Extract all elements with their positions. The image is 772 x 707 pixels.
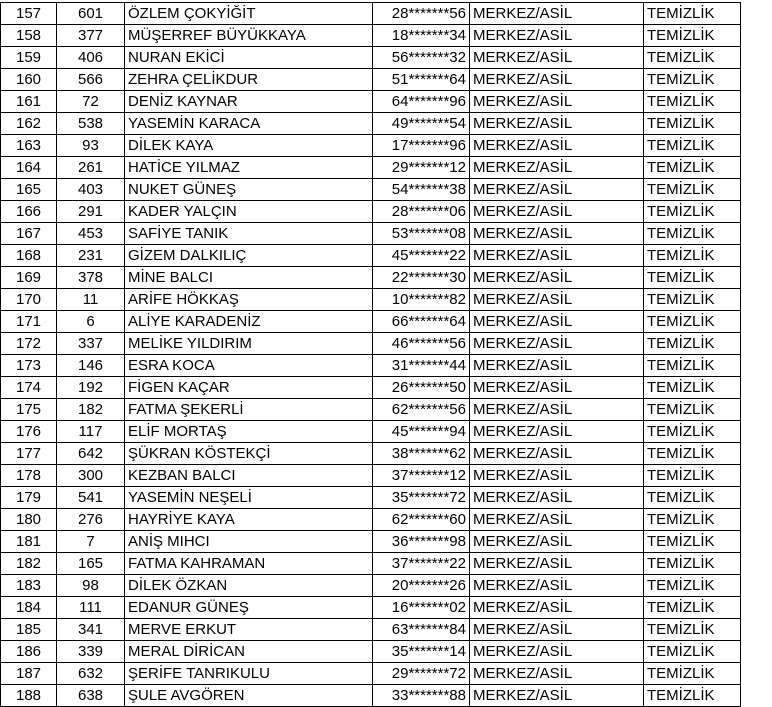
full-name-cell: ARİFE HÖKKAŞ: [125, 289, 373, 311]
row-number-cell: 177: [1, 443, 57, 465]
table-row: [1, 245, 741, 267]
table-row: [1, 531, 741, 553]
full-name-cell: MİNE BALCI: [125, 267, 373, 289]
applicant-number-cell: 6: [57, 311, 125, 333]
masked-id-cell: 51*******64: [373, 69, 470, 91]
table-row: [1, 25, 741, 47]
masked-id-cell: 29*******12: [373, 157, 470, 179]
location-status-cell: MERKEZ/ASİL: [470, 421, 644, 443]
applicant-number-cell: 182: [57, 399, 125, 421]
position-cell: TEMİZLİK: [644, 201, 741, 223]
position-cell: TEMİZLİK: [644, 91, 741, 113]
row-number-cell: 171: [1, 311, 57, 333]
full-name-cell: ŞULE AVGÖREN: [125, 685, 373, 707]
masked-id-cell: 22*******30: [373, 267, 470, 289]
table-row: [1, 113, 741, 135]
applicant-number-cell: 642: [57, 443, 125, 465]
table-row: [1, 443, 741, 465]
location-status-cell: MERKEZ/ASİL: [470, 509, 644, 531]
position-cell: TEMİZLİK: [644, 25, 741, 47]
full-name-cell: ELİF MORTAŞ: [125, 421, 373, 443]
position-cell: TEMİZLİK: [644, 663, 741, 685]
location-status-cell: MERKEZ/ASİL: [470, 91, 644, 113]
table-row: [1, 223, 741, 245]
table-row: [1, 553, 741, 575]
applicant-number-cell: 291: [57, 201, 125, 223]
location-status-cell: MERKEZ/ASİL: [470, 3, 644, 25]
applicant-number-cell: 146: [57, 355, 125, 377]
masked-id-cell: 16*******02: [373, 597, 470, 619]
row-number-cell: 168: [1, 245, 57, 267]
row-number-cell: 158: [1, 25, 57, 47]
masked-id-cell: 31*******44: [373, 355, 470, 377]
table-row: [1, 641, 741, 663]
row-number-cell: 164: [1, 157, 57, 179]
location-status-cell: MERKEZ/ASİL: [470, 377, 644, 399]
location-status-cell: MERKEZ/ASİL: [470, 663, 644, 685]
masked-id-cell: 36*******98: [373, 531, 470, 553]
table-row: [1, 465, 741, 487]
masked-id-cell: 17*******96: [373, 135, 470, 157]
applicant-number-cell: 231: [57, 245, 125, 267]
location-status-cell: MERKEZ/ASİL: [470, 245, 644, 267]
location-status-cell: MERKEZ/ASİL: [470, 487, 644, 509]
masked-id-cell: 53*******08: [373, 223, 470, 245]
position-cell: TEMİZLİK: [644, 399, 741, 421]
location-status-cell: MERKEZ/ASİL: [470, 157, 644, 179]
full-name-cell: FATMA ŞEKERLİ: [125, 399, 373, 421]
location-status-cell: MERKEZ/ASİL: [470, 575, 644, 597]
masked-id-cell: 56*******32: [373, 47, 470, 69]
masked-id-cell: 29*******72: [373, 663, 470, 685]
row-number-cell: 170: [1, 289, 57, 311]
table-body: [1, 3, 741, 707]
table-row: [1, 157, 741, 179]
applicant-number-cell: 98: [57, 575, 125, 597]
masked-id-cell: 46*******56: [373, 333, 470, 355]
position-cell: TEMİZLİK: [644, 421, 741, 443]
table-row: [1, 421, 741, 443]
masked-id-cell: 45*******22: [373, 245, 470, 267]
row-number-cell: 167: [1, 223, 57, 245]
location-status-cell: MERKEZ/ASİL: [470, 289, 644, 311]
position-cell: TEMİZLİK: [644, 553, 741, 575]
row-number-cell: 165: [1, 179, 57, 201]
full-name-cell: DİLEK ÖZKAN: [125, 575, 373, 597]
position-cell: TEMİZLİK: [644, 619, 741, 641]
location-status-cell: MERKEZ/ASİL: [470, 399, 644, 421]
masked-id-cell: 37*******22: [373, 553, 470, 575]
location-status-cell: MERKEZ/ASİL: [470, 223, 644, 245]
location-status-cell: MERKEZ/ASİL: [470, 553, 644, 575]
row-number-cell: 181: [1, 531, 57, 553]
table-row: [1, 663, 741, 685]
location-status-cell: MERKEZ/ASİL: [470, 619, 644, 641]
row-number-cell: 159: [1, 47, 57, 69]
table-row: [1, 91, 741, 113]
applicant-number-cell: 378: [57, 267, 125, 289]
row-number-cell: 186: [1, 641, 57, 663]
masked-id-cell: 26*******50: [373, 377, 470, 399]
applicant-number-cell: 192: [57, 377, 125, 399]
row-number-cell: 182: [1, 553, 57, 575]
position-cell: TEMİZLİK: [644, 47, 741, 69]
row-number-cell: 162: [1, 113, 57, 135]
applicant-number-cell: 377: [57, 25, 125, 47]
position-cell: TEMİZLİK: [644, 465, 741, 487]
location-status-cell: MERKEZ/ASİL: [470, 179, 644, 201]
position-cell: TEMİZLİK: [644, 685, 741, 707]
applicant-number-cell: 7: [57, 531, 125, 553]
masked-id-cell: 18*******34: [373, 25, 470, 47]
full-name-cell: GİZEM DALKILIÇ: [125, 245, 373, 267]
position-cell: TEMİZLİK: [644, 597, 741, 619]
position-cell: TEMİZLİK: [644, 179, 741, 201]
position-cell: TEMİZLİK: [644, 267, 741, 289]
applicant-number-cell: 93: [57, 135, 125, 157]
table-row: [1, 47, 741, 69]
full-name-cell: EDANUR GÜNEŞ: [125, 597, 373, 619]
applicant-number-cell: 165: [57, 553, 125, 575]
masked-id-cell: 62*******60: [373, 509, 470, 531]
full-name-cell: MELİKE YILDIRIM: [125, 333, 373, 355]
position-cell: TEMİZLİK: [644, 443, 741, 465]
full-name-cell: YASEMİN NEŞELİ: [125, 487, 373, 509]
position-cell: TEMİZLİK: [644, 245, 741, 267]
applicant-number-cell: 339: [57, 641, 125, 663]
table-row: [1, 3, 741, 25]
position-cell: TEMİZLİK: [644, 135, 741, 157]
location-status-cell: MERKEZ/ASİL: [470, 685, 644, 707]
location-status-cell: MERKEZ/ASİL: [470, 113, 644, 135]
masked-id-cell: 20*******26: [373, 575, 470, 597]
full-name-cell: MÜŞERREF BÜYÜKKAYA: [125, 25, 373, 47]
full-name-cell: KEZBAN BALCI: [125, 465, 373, 487]
location-status-cell: MERKEZ/ASİL: [470, 267, 644, 289]
row-number-cell: 179: [1, 487, 57, 509]
location-status-cell: MERKEZ/ASİL: [470, 333, 644, 355]
full-name-cell: HATİCE YILMAZ: [125, 157, 373, 179]
full-name-cell: ALİYE KARADENİZ: [125, 311, 373, 333]
location-status-cell: MERKEZ/ASİL: [470, 135, 644, 157]
full-name-cell: MERVE ERKUT: [125, 619, 373, 641]
position-cell: TEMİZLİK: [644, 531, 741, 553]
applicant-number-cell: 403: [57, 179, 125, 201]
full-name-cell: NUKET GÜNEŞ: [125, 179, 373, 201]
full-name-cell: DENİZ KAYNAR: [125, 91, 373, 113]
applicant-number-cell: 341: [57, 619, 125, 641]
row-number-cell: 174: [1, 377, 57, 399]
row-number-cell: 169: [1, 267, 57, 289]
location-status-cell: MERKEZ/ASİL: [470, 311, 644, 333]
table-row: [1, 135, 741, 157]
applicant-number-cell: 72: [57, 91, 125, 113]
full-name-cell: SAFİYE TANIK: [125, 223, 373, 245]
full-name-cell: FİGEN KAÇAR: [125, 377, 373, 399]
full-name-cell: FATMA KAHRAMAN: [125, 553, 373, 575]
table-row: [1, 597, 741, 619]
full-name-cell: ŞÜKRAN KÖSTEKÇİ: [125, 443, 373, 465]
row-number-cell: 166: [1, 201, 57, 223]
masked-id-cell: 35*******14: [373, 641, 470, 663]
table-row: [1, 201, 741, 223]
location-status-cell: MERKEZ/ASİL: [470, 465, 644, 487]
applicant-number-cell: 566: [57, 69, 125, 91]
full-name-cell: MERAL DİRİCAN: [125, 641, 373, 663]
row-number-cell: 163: [1, 135, 57, 157]
applicant-number-cell: 11: [57, 289, 125, 311]
table-row: [1, 575, 741, 597]
full-name-cell: ŞERİFE TANRIKULU: [125, 663, 373, 685]
table-row: [1, 179, 741, 201]
masked-id-cell: 66*******64: [373, 311, 470, 333]
row-number-cell: 173: [1, 355, 57, 377]
position-cell: TEMİZLİK: [644, 355, 741, 377]
position-cell: TEMİZLİK: [644, 113, 741, 135]
masked-id-cell: 49*******54: [373, 113, 470, 135]
row-number-cell: 160: [1, 69, 57, 91]
applicant-number-cell: 538: [57, 113, 125, 135]
applicant-number-cell: 406: [57, 47, 125, 69]
position-cell: TEMİZLİK: [644, 69, 741, 91]
applicant-number-cell: 632: [57, 663, 125, 685]
table-row: [1, 399, 741, 421]
table-row: [1, 267, 741, 289]
applicant-number-cell: 337: [57, 333, 125, 355]
applicant-number-cell: 541: [57, 487, 125, 509]
row-number-cell: 172: [1, 333, 57, 355]
applicant-number-cell: 601: [57, 3, 125, 25]
masked-id-cell: 54*******38: [373, 179, 470, 201]
full-name-cell: HAYRİYE KAYA: [125, 509, 373, 531]
position-cell: TEMİZLİK: [644, 311, 741, 333]
row-number-cell: 185: [1, 619, 57, 641]
row-number-cell: 180: [1, 509, 57, 531]
position-cell: TEMİZLİK: [644, 509, 741, 531]
masked-id-cell: 33*******88: [373, 685, 470, 707]
full-name-cell: KADER YALÇIN: [125, 201, 373, 223]
full-name-cell: ESRA KOCA: [125, 355, 373, 377]
masked-id-cell: 35*******72: [373, 487, 470, 509]
location-status-cell: MERKEZ/ASİL: [470, 201, 644, 223]
position-cell: TEMİZLİK: [644, 575, 741, 597]
applicant-number-cell: 111: [57, 597, 125, 619]
applicant-number-cell: 300: [57, 465, 125, 487]
row-number-cell: 187: [1, 663, 57, 685]
table-row: [1, 69, 741, 91]
row-number-cell: 176: [1, 421, 57, 443]
full-name-cell: YASEMİN KARACA: [125, 113, 373, 135]
position-cell: TEMİZLİK: [644, 641, 741, 663]
row-number-cell: 183: [1, 575, 57, 597]
row-number-cell: 188: [1, 685, 57, 707]
applicant-number-cell: 453: [57, 223, 125, 245]
applicant-number-cell: 117: [57, 421, 125, 443]
masked-id-cell: 10*******82: [373, 289, 470, 311]
personnel-table: [0, 2, 741, 707]
row-number-cell: 178: [1, 465, 57, 487]
row-number-cell: 184: [1, 597, 57, 619]
table-row: [1, 509, 741, 531]
masked-id-cell: 64*******96: [373, 91, 470, 113]
position-cell: TEMİZLİK: [644, 3, 741, 25]
position-cell: TEMİZLİK: [644, 487, 741, 509]
table-row: [1, 311, 741, 333]
masked-id-cell: 62*******56: [373, 399, 470, 421]
full-name-cell: ÖZLEM ÇOKYİĞİT: [125, 3, 373, 25]
row-number-cell: 175: [1, 399, 57, 421]
position-cell: TEMİZLİK: [644, 289, 741, 311]
row-number-cell: 157: [1, 3, 57, 25]
position-cell: TEMİZLİK: [644, 223, 741, 245]
full-name-cell: ZEHRA ÇELİKDUR: [125, 69, 373, 91]
table-row: [1, 355, 741, 377]
table-row: [1, 377, 741, 399]
full-name-cell: DİLEK KAYA: [125, 135, 373, 157]
position-cell: TEMİZLİK: [644, 377, 741, 399]
applicant-number-cell: 261: [57, 157, 125, 179]
location-status-cell: MERKEZ/ASİL: [470, 531, 644, 553]
masked-id-cell: 63*******84: [373, 619, 470, 641]
masked-id-cell: 28*******06: [373, 201, 470, 223]
location-status-cell: MERKEZ/ASİL: [470, 597, 644, 619]
location-status-cell: MERKEZ/ASİL: [470, 443, 644, 465]
applicant-number-cell: 638: [57, 685, 125, 707]
location-status-cell: MERKEZ/ASİL: [470, 47, 644, 69]
location-status-cell: MERKEZ/ASİL: [470, 355, 644, 377]
applicant-number-cell: 276: [57, 509, 125, 531]
table-row: [1, 685, 741, 707]
location-status-cell: MERKEZ/ASİL: [470, 25, 644, 47]
position-cell: TEMİZLİK: [644, 157, 741, 179]
row-number-cell: 161: [1, 91, 57, 113]
full-name-cell: ANİŞ MIHCI: [125, 531, 373, 553]
masked-id-cell: 38*******62: [373, 443, 470, 465]
table-row: [1, 619, 741, 641]
location-status-cell: MERKEZ/ASİL: [470, 641, 644, 663]
full-name-cell: NURAN EKİCİ: [125, 47, 373, 69]
table-row: [1, 487, 741, 509]
table-row: [1, 289, 741, 311]
masked-id-cell: 37*******12: [373, 465, 470, 487]
table-row: [1, 333, 741, 355]
masked-id-cell: 45*******94: [373, 421, 470, 443]
masked-id-cell: 28*******56: [373, 3, 470, 25]
position-cell: TEMİZLİK: [644, 333, 741, 355]
location-status-cell: MERKEZ/ASİL: [470, 69, 644, 91]
